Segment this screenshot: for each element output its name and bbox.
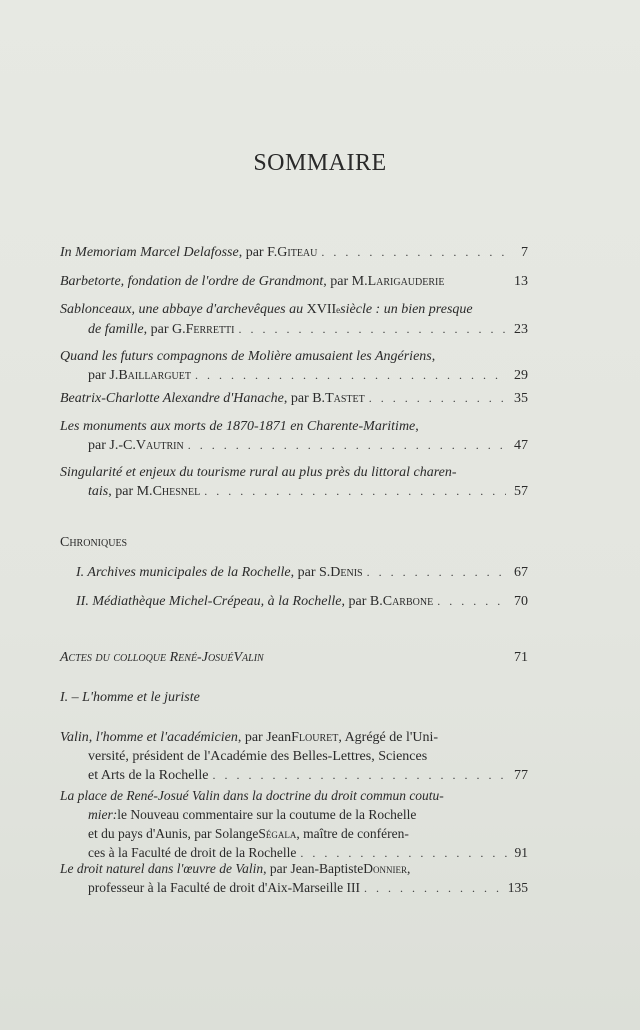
entry-author: Vautrin: [135, 438, 184, 453]
entry-title: Le droit naturel dans l'œuvre de Valin: [60, 861, 264, 876]
entry-page: 135: [507, 880, 528, 895]
toc-entry: Quand les futurs compagnons de Molière amusaient les Angériens , par J. Baillarguet . . . 29: [60, 347, 528, 385]
entry-page: 35: [514, 391, 528, 406]
leader-dots: [367, 563, 506, 582]
toc-entry: Barbetorte, fondation de l'ordre de Grandmont , par M. Larigauderie 13: [60, 274, 528, 289]
leader-dots: [321, 243, 513, 262]
entry-page: 67: [514, 565, 528, 580]
page-title: SOMMAIRE: [253, 150, 387, 176]
toc-entry: Beatrix-Charlotte Alexandre d'Hanache , par B. Tastet . . . 35: [60, 389, 528, 408]
section-heading-chroniques: Chroniques: [60, 535, 128, 550]
entry-page: 70: [514, 594, 528, 609]
entry-title: Barbetorte, fondation de l'ordre de Grandmont: [60, 274, 324, 289]
entry-title: Sablonceaux, une abbaye d'archevêques au: [60, 302, 304, 317]
entry-author: Tastet: [325, 391, 365, 406]
entry-page: 7: [521, 245, 528, 260]
entry-author: Carbone: [382, 594, 434, 609]
entry-page: 29: [514, 368, 528, 383]
entry-page: 23: [514, 322, 528, 337]
toc-entry: Sablonceaux, une abbaye d'archevêques au XVII e siècle : un bien presque de famille , par G. Ferretti . . . 23: [60, 300, 528, 339]
entry-author: Baillarguet: [118, 368, 191, 383]
entry-page: 47: [514, 438, 528, 453]
entry-title: Quand les futurs compagnons de Molière amusaient les Angériens: [60, 349, 432, 364]
entry-author: Larigauderie: [367, 274, 445, 289]
toc-entry: Le droit naturel dans l'œuvre de Valin , par Jean-Baptiste Donnier , professeur à la Faculté de droit d'Aix-Marseille III . . . 135: [60, 859, 528, 898]
leader-dots: [213, 766, 506, 785]
entry-title: Les monuments aux morts de 1870-1871 en Charente-Maritime: [60, 419, 416, 434]
entry-title: In Memoriam Marcel Delafosse: [60, 245, 239, 260]
leader-dots: [239, 320, 507, 339]
toc-entry: Singularité et enjeux du tourisme rural au plus près du littoral charen- tais , par M. Chesnel . . . 57: [60, 463, 528, 501]
entry-page: 77: [514, 768, 528, 783]
toc-entry: Les monuments aux morts de 1870-1871 en Charente-Maritime , par J.-C. Vautrin . . . 47: [60, 417, 528, 455]
entry-author: Chesnel: [152, 484, 201, 499]
toc-entry: In Memoriam Marcel Delafosse , par F. Giteau . . . 7: [60, 243, 528, 262]
entry-title: II. Médiathèque Michel-Crépeau, à la Rochelle: [76, 594, 342, 609]
toc-entry: La place de René-Josué Valin dans la doctrine du droit commun coutu- mier: le Nouveau commentaire sur la coutume de la Rochelle et du pays d'Aunis, par Solange Ségala , maître de conféren- ces à la Faculté de droit de la Rochelle . . . 91: [60, 786, 528, 863]
entry-author: Giteau: [277, 245, 318, 260]
entry-title: Singularité et enjeux du tourisme rural au plus près du littoral charen-: [60, 465, 457, 480]
leader-dots: [437, 592, 506, 611]
entry-author: Ferretti: [185, 322, 235, 337]
toc-entry: II. Médiathèque Michel-Crépeau, à la Rochelle , par B. Carbone . . . 70: [76, 592, 528, 611]
entry-author: Donnier: [363, 861, 407, 876]
leader-dots: [188, 436, 506, 455]
leader-dots: [195, 366, 506, 385]
leader-dots: [369, 389, 506, 408]
entry-author: Flouret: [291, 730, 339, 745]
entry-title: I. Archives municipales de la Rochelle: [76, 565, 291, 580]
toc-entry: I. Archives municipales de la Rochelle , par S. Denis . . . 67: [76, 563, 528, 582]
entry-page: 71: [514, 650, 528, 665]
leader-dots: [364, 879, 500, 898]
entry-title: La place de René-Josué Valin dans la doctrine du droit commun coutu-: [60, 788, 444, 803]
entry-author: Denis: [330, 565, 363, 580]
leader-dots: [204, 482, 506, 501]
toc-entry: Valin, l'homme et l'académicien , par Jean Flouret , Agrégé de l'Uni- versité, président de l'Académie des Belles-Lettres, Sciences et Arts de la Rochelle . . . 77: [60, 728, 528, 785]
entry-page: 57: [514, 484, 528, 499]
entry-title: Beatrix-Charlotte Alexandre d'Hanache: [60, 391, 284, 406]
entry-title: Valin, l'homme et l'académicien: [60, 730, 238, 745]
part-heading: I. – L'homme et le juriste: [60, 690, 200, 705]
entry-page: 13: [514, 274, 528, 289]
section-heading-actes: Actes du colloque René-Josué Valin 71: [60, 650, 528, 665]
entry-page: 91: [514, 845, 528, 860]
entry-author: Ségala: [258, 826, 297, 841]
